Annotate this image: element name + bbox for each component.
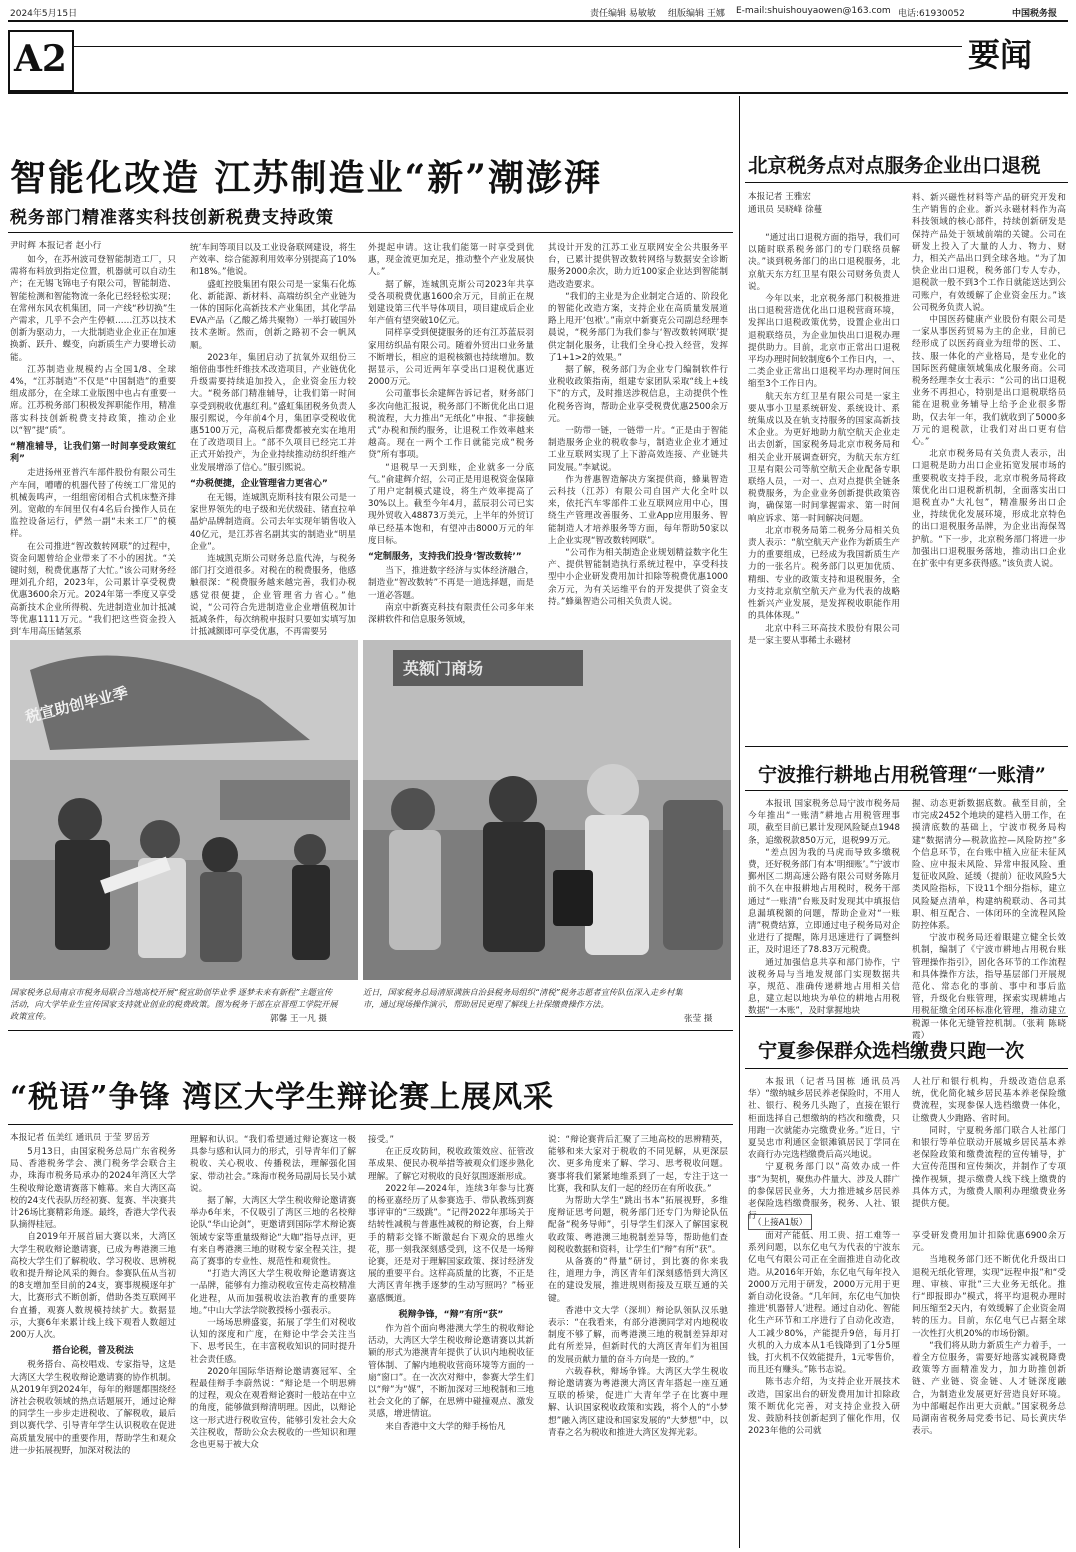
- section-rule: [72, 46, 962, 47]
- paragraph: 5月13日，由国家税务总局广东省税务局、香港税务学会、澳门税务学会联合主办，珠海市税务局承办的2024年湾区大学生税收辩论邀请赛落下帷幕。来自大湾区高校的24支代表队历经初赛、复赛、半决赛共计26场比赛精彩角逐。最终，香港大学代表队摘得桂冠。: [10, 1147, 176, 1231]
- beijing-headline: 北京税务点对点服务企业出口退税: [748, 154, 1041, 177]
- photo-banner-text: 税宣助创毕业季: [23, 683, 130, 727]
- paragraph: 料、新兴磁性材料等产品的研究开发和生产销售的企业。新兴永磁材料作为高科技领域的核心部件，持续创新研发是保持产品处于领域前端的关键。公司在研发上投入了大量的人力、物力、财力，相关产品出口到全球各地。“为了加快企业出口退税，税务部门专人专办，退税款一般不到3个工作日就能送达到公司账户，有效缓解了企业资金压力。”该公司税务负责人说。: [912, 193, 1066, 313]
- paragraph: 面对产能低、用工贵、招工难等一系列问题，以东亿电气为代表的宁波东亿电气有限公司正在全面推进自动化改造。从2016年开始，东亿电气每年投入2000万元用于研发，2000万元用于更新自动化设备。“几年间，东亿电气加快推进‘机器替人’进程。通过自动化、智能化生产环节和工序进行了自动化改造，人工减少80%，产能提升9倍，每月打火机的入力成本从1毛钱降到了1分5厘钱，打火机不仅效能提升，1元零售价，而且还有赚头。”陈书志说。: [748, 1231, 900, 1376]
- debate-top-rule: [8, 1030, 733, 1031]
- beijing-title-rule: [745, 182, 1068, 183]
- lead-column-3: [368, 242, 534, 626]
- header-rule: [8, 20, 1068, 22]
- lead-subheadline: 税务部门精准落实科技创新税费支持政策: [10, 208, 334, 228]
- paragraph: 握、动态更新数据底数。截至目前，全市完成2452个地块的建档入册工作，在摸清底数的基础上，宁波市税务局构建“数据清分—税款监控—风险防控”多个信息环节，在台账中植入应征未征风险、应申报未风险、异常申报风险、重复征收风险、延缓（提前）征收风险5大类风险指标，下设11个细分指标，建立风险疑点清单，构建纳税联动、各司其职、相互配合、一体闭环的全流程风险防控体系。: [912, 799, 1066, 932]
- right-column-divider: [739, 96, 740, 1548]
- paragraph: 本报讯 国家税务总局宁波市税务局今年推出“一账清”耕地占用税管理事项，截至目前已累计发现风险疑点1948条，追缴税款850万元，退税99万元。: [748, 799, 900, 846]
- debate-column-1: [10, 1146, 176, 1548]
- paragraph: 同时，宁夏税务部门联合人社部门和银行等单位联动开展城乡居民基本养老保险政策和缴费流程的宣传辅导，扩大宣传范围和宣传频次，并制作了专项操作视频，提示缴费人线下线上缴费的具体方式，为缴费人顺利办理缴费业务提供方便。: [912, 1125, 1066, 1210]
- paragraph: 在正反攻防间，税收政策效应、征管改革成果、便民办税举措等被观众们逐步熟化理解。了解它对税收的良好氛围逐渐形成。: [368, 1147, 534, 1182]
- paragraph: 外提起申请。这让我们能第一时享受到优惠，现金流更加充足，推动整个产业发展快人。”: [368, 243, 534, 278]
- lead-column-1: [10, 254, 176, 638]
- paragraph: 通过加强信息共享和部门协作，宁波税务局与当地发规部门实现数据共享，规范、准确传递耕地占用相关信息，建立起以地块为单位的耕地占用税数据“一本账”，及时掌握地块: [748, 957, 900, 1017]
- issue-date: 2024年5月15日: [10, 9, 78, 19]
- paragraph: 据了解，税务部门为企业专门编制软件行业税收政策指南，组建专家团队采取“线上+线下”的方式，及时推送涉税信息，主动提供个性化税务咨询，帮助企业享受税费优惠2500余万元。: [548, 365, 728, 424]
- page-number-label: A2: [14, 38, 67, 80]
- paragraph: 走进扬州亚普汽车部件股份有限公司生产车间，嘈嘈的机器代替了传统工厂常见的机械轰鸣声，一组组密闭相合式机床整齐排列。宽敞的车间里仅有4名后台操作人员在监控设备运行，俨然一副“未来工厂”的模样。: [10, 468, 176, 540]
- paragraph: 北京市税务局第二税务分局相关负责人表示：“航空航天产业作为新质生产力的重要组成，已经成为我国新质生产力的一张名片。税务部门以更加优质、精细、专业的政策支持和退税服务，全力支持北京航空航天产业为代表的战略性新兴产业发展，是发挥税收职能作用的具体体现。”: [748, 525, 900, 622]
- paragraph: 在无锡，连城凯克斯科技有限公司是一家世界领先的电子级和光伏级硅、锗直拉单晶炉品牌制造商。公司去年实现年销售收入40亿元，是江苏省名副其实的制造业“明星企业”。: [190, 493, 356, 552]
- photo-graduation-campaign-image: [10, 640, 358, 980]
- paragraph: 北京市税务局有关负责人表示，出口退税是助力出口企业拓宽发展市场的重要税收支持手段，北京市税务局将政策优化出口退税新机制，全面落实出口退税直办“大礼包”，精准服务出口企业，持续优化发展环境，形成北京特色的出口退税服务品牌，为企业出海保驾护航。“下一步，北京税务部门将进一步加强出口退税服务落地，推动出口企业在扩张中有更多获得感。”该负责人说。: [912, 449, 1066, 570]
- debate-column-2: [190, 1134, 356, 1548]
- paragraph: 2022年—2024年，连续3年参与比赛的杨亚嘉经历了从参赛选手、带队教练到赛事评审的“三级跳”。“记得2022年那场关于结转性减税与普惠性减税的辩论赛，台上辩手的精彩交锋不断激起台下观众的思维火花，那一刻我深刻感受到，这不仅是一场辩论赛，还是对于理解国家政策、探讨经济发展的重要平台。这样高质量的比赛，不正是大湾区青年携手逐梦的生动写照吗？”杨亚嘉感慨道。: [368, 1183, 534, 1304]
- paragraph: 其设计开发的江苏工业互联网安全公共服务平台，已累计提供智改数转网络与数据安全诊断服务2000余次，助力近100家企业达到智能制造改造要求。: [548, 243, 728, 290]
- right-photo-credit: 张莹 摄: [684, 1014, 713, 1024]
- paragraph: 中国医药健康产业股份有限公司是一家从事医药贸易为主的企业，目前已经形成了以医药商业为纽带的医、工、技、服一体化的产业格局，是专业化的国际医药健康领域集成化服务商。公司税务经理李女士表示：“公司的出口退税业务不再担心，特别是出口退税联络员能在退税业务辅导上给予企业很多帮助，仅去年一年，我们就收到了5000多万元的退税款，让我们对出口更有信心。”: [912, 315, 1066, 448]
- section-title: 要闻: [968, 36, 1033, 74]
- photo-shop-sign-text: 英额门商场: [403, 659, 484, 678]
- paragraph: 为帮助大学生“跳出书本”拓展视野，多维度辩证思考问题，税务部门还专门为辩论队伍配备“税务导师”，引导学生们深入了解国家税收政策、粤港澳三地税制差异等，帮助他们查阅税收数据和资料，让学生们“辩”有所“获”。: [548, 1196, 728, 1255]
- paragraph: 同样享受到便捷服务的还有江苏蓝辰羽家用纺织品有限公司。随着外贸出口业务量不断增长，相应的退税核额也持续增加。数据显示，公司近两年享受出口退税优惠近2000万元。: [368, 328, 534, 388]
- paragraph: “退税早一天到账，企业就多一分底气。”俞建辉介绍，公司正是用退税资金保障了用户定制模式建设，将生产效率提高了30%以上。截至今年4月，蓝辰羽公司已实现外贸收入48873万美元，上半年的外贸订单已经基本饱和，有望冲击8000万元的年度目标。: [368, 462, 534, 546]
- paragraph: 香港中文大学（深圳）辩论队领队汉乐驰表示：“在我看来，有部分港澳同学对内地税收制度不够了解，而粤港澳三地的税制差异却对此有所差异，但新时代的大湾区青年们为祖国的发展贡献力量的奋斗方向是一致的。”: [548, 1305, 728, 1365]
- section-subhead: “精准辅导，让我们第一时间享受政策红利”: [10, 442, 176, 465]
- paragraph: 当地税务部门还不断优化升级出口退税无纸化管理，实现“远程申报”和“受理、审核、审批”三大业务无纸化。推行“即报即办”模式，将平均退税办理时间压缩至2天内，有效缓解了企业资金周转的压力。目前，东亿电气已占据全球一次性打火机20%的市场份额。: [912, 1255, 1066, 1339]
- paragraph: “公司作为相关制造企业规划精益数字化生产、提供智能制造执行系统过程中，享受科技型中小企业研发费用加计扣除等税费优惠1000余万元，为有关运维平台的开发提供了资金支持。”蜂巢智造公司相关负责人说。: [548, 548, 728, 607]
- paragraph: 自2019年开展首届大赛以来，大湾区大学生税收辩论邀请赛，已成为粤港澳三地高校大学生们了解税收、学习税收、思辨税收和提升辩论风采的舞台。参赛队伍从当初的8支增加至目前的24支，赛事规模逐年扩大，比赛形式不断创新，借助各类互联网平台直播，观赛人数规模持续扩大。数据显示，大赛6年来累计线上线下观看人数超过200万人次。: [10, 1232, 176, 1341]
- paragraph: “差点因为我的马虎而导致多缴税费，还好税务部门有本‘明细账’。”宁波市鄞州区二期高速公路有限公司财务陈月前不久在申报耕地占用税时，税务干部通过“一账清”台账及时发现其中填报信息漏填税额的问题，帮助企业对“一账清”税费结算，立即通过电子税务局对企业进行了提醒，陈月迅速进行了调整纠正，及时退还了78.83万元税费。: [748, 847, 900, 956]
- paragraph: 北京中科三环高技术股份有限公司是一家主要从事稀土永磁材: [748, 623, 900, 646]
- paragraph: 宁夏税务部门以“高效办成一件事”为契机，聚焦办件量大、涉及人群广的参保居民业务，大力推进城乡居民养老保险选档缴费服务，税务、人社、银行: [748, 1162, 900, 1222]
- paragraph: 今年以来，北京税务部门积极推进出口退税营造优化出口退税营商环境，发挥出口退税政策优势，设置企业出口退税联络员，为企业加快出口退税办理提供助力。目前，北京市正常出口退税平均办理时间较制度6个工作日内，一、二类企业正常出口退税平均办理时间压缩至3个工作日内。: [748, 294, 900, 390]
- paragraph: 一防带一链，一链带一片。“正是由于智能制造服务企业的税收参与，制造业企业才通过工业互联网实现了上下游高效连接、产业链共同发展。”李斌说。: [548, 426, 728, 473]
- right-photo-caption: 近日，国家税务总局清原满族自治县税务局组织“清税”税务志愿者宣传队伍深入走乡村集市，通过现场操作演示，帮助居民更理了解线上社保缴费操作方法。: [363, 987, 683, 1009]
- contact-email: E-mail:shuishouyaowen@163.com: [736, 6, 891, 16]
- paragraph: 陈书志介绍，为支持企业开展技术改造，国家出台的研发费用加计扣除政策不断优化完善，对支持企业投入研发、鼓励科技创新起到了催化作用，仅2023年他的公司就: [748, 1377, 900, 1437]
- beijing-byline-reporter: 本报记者 王雅宏: [748, 192, 811, 202]
- ningbo-title-rule: [745, 790, 1068, 791]
- ningxia-top-rule: [745, 1016, 1068, 1017]
- photo-graduation-campaign: [10, 640, 358, 980]
- paragraph: “打造大湾区大学生税收辩论邀请赛这一品牌，能够有力推动税收宣传走高校精准化进程，从而加强税收法治教育的重要阵地。”中山大学法学院教授杨小强表示。: [190, 1269, 356, 1316]
- paragraph: 连城凯克斯公司财务总监代涛，与税务部门打交道很多。对税在的税费服务，他感触很深：“税费服务越来越完善，我们办税感觉很便捷，企业管理省力省心。”他说，“公司符合先进制造业企业增值税加计抵减条件，每次纳税申报时只要如实填写加计抵减额即可享受优惠，不再需要另: [190, 554, 356, 638]
- newspaper-name: 中国税务报: [1012, 9, 1058, 19]
- paragraph: 2023年，集团启动了抗氧外双组份三缩倍曲事性纤维技术改造项目，产业链优化升级需要持续追加投入，企业资金压力较大。“税务部门精准辅导，让我们第一时间享受到税收优惠红利。”盛虹集团税务负责人服引熙说，今年前4个月，集团享受税收优惠5100万元，高税后都费都被充实在地用在了改造项目上。“部不久项目已经完工并正式开始投产，为企业持续推动纺织纤维产业发展增添了信心。”服引熙说。: [190, 352, 356, 473]
- paragraph: 如今，在苏州波司登智能制造工厂，只需将布料放到指定位置，机器就可以自动生产；在无锡飞锦电子有限公司，智能制造、智能检测和智能物流一条化已经轻松实现；在常州东风农机集团，同一产线“秒切换”生产需求，几乎不会产生停顿……江苏以技术创新为驱动力，一大批制造业企业正在加速换新、跃升、蝶变，向新质生产力要增长动能。: [10, 255, 176, 363]
- paragraph: 接受。”: [368, 1135, 394, 1145]
- debate-column-4: [548, 1134, 728, 1548]
- debate-column-3: [368, 1134, 534, 1548]
- lead-column-4: [548, 242, 728, 626]
- photo-rural-market-image: [363, 640, 731, 980]
- paragraph: 据了解，连城凯克斯公司2023年共享受各项税费优惠1600余万元，目前正在规划建设第三代半导体项目，项目建成后企业年产值有望突破10亿元。: [368, 279, 534, 327]
- ningxia-column-2: [912, 1076, 1066, 1210]
- paragraph: 统’车间等项目以及工业设备联网建设，将生产效率、综合能源利用效率分别提高了10%和18%。”他说。: [190, 243, 357, 278]
- continued-label: （上接A1版）: [748, 1214, 812, 1230]
- contact-phone: 电话:61930052: [898, 9, 965, 19]
- paragraph: 2020年国际华语辩论邀请赛冠军、全程最佳辩手李蔚然说：“辩论是一个明思辨的过程，观众在观看辩论赛时一般站在中立的角度，能够做到辩清明理。因此，以辩论这一形式进行税收宣传，能够引发社会大众关注税收，帮助公众去税收的一些知识和理念也更易于被大众: [190, 1366, 356, 1451]
- ningxia-column-1: [748, 1076, 900, 1222]
- paragraph: 本报讯（记者马国栋 通讯员冯华）“缴纳城乡居民养老保险时，不用人社、银行、税务几头跑了，直接在银行柜面选择自己想缴纳的档次和缴费，只用跑一次就能办完缴费业务。”近日，宁夏吴忠市利通区金银滩镇居民丁学同在农商行办完选档缴费后高兴地说。: [748, 1077, 900, 1161]
- responsible-editor: 责任编辑 易敏敏: [590, 9, 656, 19]
- paragraph: 从备赛的“得量”研讨，到比赛的你来我往，道理力争，湾区青年们深刻感悟到大湾区在的建设发展，推进规则衔接及互联互通的关键。: [548, 1257, 728, 1304]
- beijing-byline-correspondent: 通讯员 吴晓峰 徐蔓: [748, 205, 823, 215]
- paragraph: 江苏制造业规模约占全国1/8、全球4%，“江苏制造”不仅是“中国制造”的重要组成部分，在全球工业版图中也占有重要一席。江苏税务部门积极发挥职能作用，精准落实科技创新税费支持政策，推动企业以“智”提“质”。: [10, 364, 176, 436]
- section-subhead: “定制服务，支持我们投身‘智改数转’”: [368, 552, 522, 563]
- lead-headline: 智能化改造 江苏制造业“新”潮澎湃: [10, 157, 602, 199]
- continued-column-1: [748, 1230, 900, 1548]
- section-subhead: “办税便捷，企业管理省力更省心”: [190, 478, 328, 489]
- lead-byline: 尹时辉 本报记者 赵小行: [10, 241, 102, 251]
- ningbo-top-rule: [745, 746, 1068, 747]
- lead-title-rule: [8, 232, 733, 233]
- beijing-column-1: [748, 232, 900, 740]
- photo-rural-market: [363, 640, 731, 980]
- paragraph: 南京中新赛克科技有限责任公司多年来深耕软件和信息服务领域，: [368, 602, 534, 626]
- paragraph: 当下，推进数字经济与实体经济融合，制造业“智改数转”不再是一道选择题，而是一道必答题。: [368, 566, 534, 601]
- left-photo-caption: 国家税务总局南京市税务局联合当地高校开展“税宣助创毕业季 逐梦未来有新程”主题宣传活动，向大学毕业生宣传国家支持就业创业的税费政策。图为税务干部在京晋理工学院开展政策宣传。: [10, 987, 338, 1021]
- paragraph: 作为首个面向粤港澳大学生的税收辩论活动，大湾区大学生税收辩论邀请赛以其新颖的形式为港澳青年提供了认识内地税收征管体制、了解内地税收营商环境等方面的一扇“窗口”。在一次次对辩中，参赛大学生们以“辩”为“媒”，不断加深对三地税制和三地社会文化的了解，在思辨中碰撞观点、激发灵感，增进情谊。: [368, 1324, 534, 1420]
- paragraph: 六载春秋，辩场争锋。大湾区大学生税收辩论邀请赛为粤港澳大湾区青年搭起一座互通互联的桥梁，促进广大青年学子在比赛中理解、认识国家税收政策和实践，将个人的“小梦想”融入湾区建设和国家发展的“大梦想”中，以青春之名为税收和推进大湾区发挥光彩。: [548, 1366, 728, 1438]
- paragraph: 说：“辩论赛背后汇聚了三地高校的思辨精英，能够和来大家对于税收的不同见解，从更深层次、更多角度来了解、学习、思考税收问题。赛事将我们紧紧地维系到了一起，专注于这一比赛，我和队友们一起的经历在有所收获。”: [548, 1135, 728, 1194]
- paragraph: “我们的主业是为企业制定合适的、阶段化的智能化改造方案，支持企业在高质量发展道路上甩开‘包袱’。”南京中新赛克公司副总经理李晨说，“税务部门为我们参与‘智改数转网联’提供定制化服务，让我们全身心投入经营，发挥了1+1>2的效果。”: [548, 291, 728, 363]
- paragraph: 人社厅和银行机构，升级改造信息系统，优化简化城乡居民基本养老保险缴费流程，实现参保人选档缴费一体化，让缴费人少跑路、省时间。: [912, 1077, 1066, 1124]
- paragraph: 盛虹控股集团有限公司是一家集石化炼化、新能源、新材料、高端纺织全产业链为一体的国际化高新技术产业集团，其化学品EVA产品（乙酸乙烯共聚物）一举打破国外技术垄断。然而，创新之路初不会一帆风顺。: [190, 279, 356, 351]
- section-subhead: 搭台论税，普及税法: [52, 1346, 134, 1357]
- paragraph: 据了解，大湾区大学生税收辩论邀请赛举办6年来，不仅吸引了湾区三地的名校辩论队“华山论剑”，更邀请到国际学术辩论赛领域专家等重量级辩论“大咖”指导点评，更有来自粤港澳三地的财税专家全程关注，提高了赛事的专业性、规范性和观赏性。: [190, 1196, 356, 1268]
- paragraph: 航天东方红卫星有限公司是一家主要从事小卫星系统研发、系统设计、系统集成以及在轨支持服务的国家高新技术企业。为更好地助力航空航天企业走出去创新，国家税务局北京市税务局和相关企业开展调查研究，为航天东方红卫星有限公司等航空航天企业配备专职联络人员，一对一、点对点提供全链条税费服务，为企业业务创新提供政策咨询，确保第一时间掌握需求、第一时间响应诉求、第一时间解决问题。: [748, 391, 900, 524]
- section-rule-bottom: [8, 92, 1068, 94]
- paragraph: 理解和认识。“我们希望通过辩论赛这一极具参与感和认同力的形式，引导青年们了解税收、关心税收、传播税法，理解强化国家、带动社会。”珠海市税务局副局长吴小斌说。: [190, 1135, 356, 1194]
- ningbo-headline: 宁波推行耕地占用税管理“一账清”: [758, 764, 1046, 786]
- continued-column-2: [912, 1230, 1066, 1548]
- paragraph: 来自香港中文大学的辩手杨怡凡: [385, 1421, 506, 1432]
- debate-title-rule: [8, 1124, 733, 1125]
- ningxia-headline: 宁夏参保群众选档缴费只跑一次: [758, 1040, 1025, 1062]
- section-subhead: 税辩争锋，“辩”有所“获”: [398, 1309, 504, 1320]
- paragraph: 税务搭台、高校唱戏、专家指导，这是大湾区大学生税收辩论邀请赛的协作机制。从2019年到2024年，每年的辩题都围绕经济社会税收领域的热点话题展开，通过论辩的同学生一步步走进税收、了解税收，最后到以赛代学、引导青年学生认识税收在促进高质量发展中的重要作用，帮助学生和观众进一步拓展视野，加深对税法的: [10, 1360, 176, 1456]
- debate-byline: 本报记者 伍美红 通讯员 于莹 罗岳芳: [10, 1133, 150, 1143]
- left-photo-credit: 郭馨 王一凡 摄: [270, 1014, 328, 1024]
- paragraph: 一场场思辨盛宴，拓展了学生们对税收认知的深度和广度，在辩论中学会关注当下、思考民生，在丰富税收知识的同时提升社会责任感。: [190, 1318, 356, 1365]
- paragraph: 公司董事长余建辉告诉记者，财务部门多次向他汇报说，税务部门不断优化出口退税流程，大力推出“无纸化”申报、“非接触式”办税和预约服务，让退税工作效率越来越高。现在一两个工作日就能完成“税务贷”所有事项。: [368, 389, 534, 461]
- ningbo-column-1: [748, 798, 900, 1017]
- layout-editor: 组版编辑 王娜: [668, 9, 725, 19]
- paragraph: “通过出口退税方面的指导，我们可以随时联系税务部门的专门联络员解决。”谈到税务部门的出口退税服务，北京航天东方红卫星有限公司财务负责人说。: [748, 233, 900, 292]
- ningbo-column-2: [912, 798, 1066, 1041]
- paragraph: 在公司推进“智改数转网联”的过程中，资金问题曾给企业带来了不小的困扰。“关键时刻，税费优惠帮了大忙。”该公司财务经理刘孔介绍，2023年，公司累计享受税费优惠3600余万元。2024年第一季度又享受高新技术企业所得税、先进制造业加计抵减等优惠1111万元。“我们把这些资金投入到‘车用高压储氢系: [10, 541, 176, 638]
- paragraph: 享受研发费用加计扣除优惠6900余万元。: [912, 1231, 1066, 1254]
- lead-column-2: [190, 242, 357, 638]
- paragraph: 宁波市税务局还着眼建立健全长效机制，编制了《宁波市耕地占用税台账管理操作指引》，固化各环节的工作流程和具体操作方法，指导基层部门开展规范化、常态化的事前、事中和事后监管，升级化台账管理，探索实现耕地占用税征缴全闭环标准化管理，推动建立税源一体化无缝管控机制。（张莉 陈晓霞）: [912, 933, 1066, 1041]
- paragraph: “我们将从助力新质生产力着手，一着全方位服务，需要好地落实减税降费政策等方面精准发力，加力助推创新链、产业链、资金链、人才链深度融合，为制造业发展更好营造良好环境。为中部崛起作出更大贡献。”国家税务总局湖南省税务局党委书记、局长黄庆华表示。: [912, 1340, 1066, 1437]
- paragraph: 作为普惠智造解决方案提供商，蜂巢智造云科技（江苏）有限公司自国产大化全叶以来，依托汽车零部件工业互联网应用中心，围绕生产管理改善服务、工业App应用服务、智能制造人才培养服务等方面，每年帮助50家以上企业实现“智改数转网联”。: [548, 474, 728, 546]
- ningxia-title-rule: [745, 1068, 1068, 1069]
- beijing-column-2: [912, 192, 1066, 740]
- debate-headline: “税语”争锋 湾区大学生辩论赛上展风采: [10, 1080, 554, 1115]
